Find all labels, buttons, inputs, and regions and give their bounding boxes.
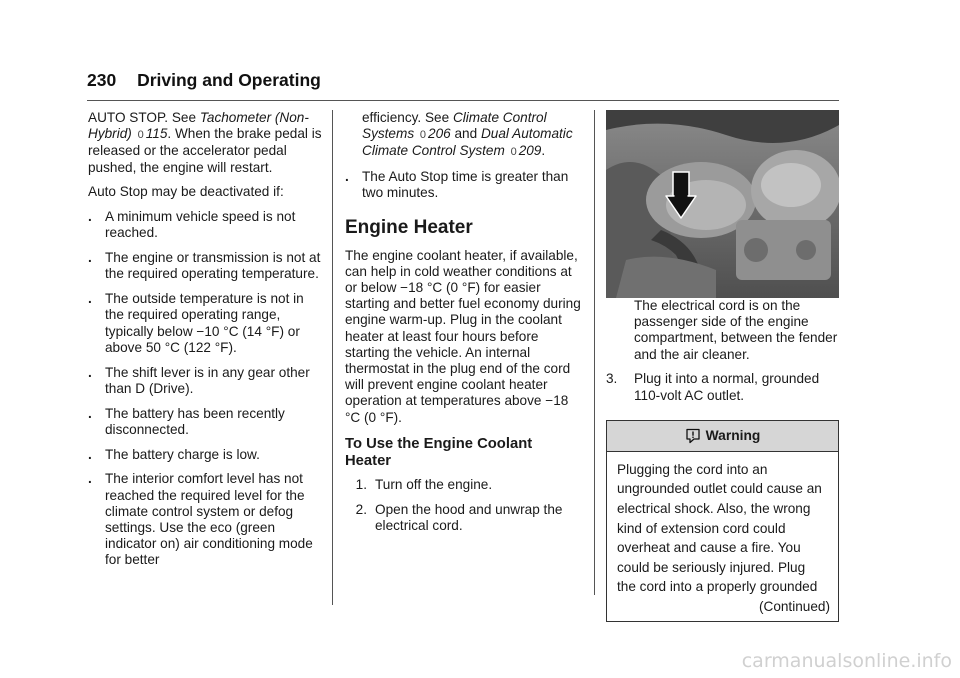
list-item: . The engine or transmission is not at the required operating temperature. (88, 250, 321, 282)
dual-climate-reference-link[interactable]: Dual Automatic Climate Control System (362, 126, 573, 159)
warning-line: Plugging the cord into an (617, 461, 768, 477)
list-item: . The shift lever is in any gear other than D (Drive). (88, 364, 310, 396)
step-number: 3. (606, 371, 618, 387)
page-number: 230 (87, 70, 117, 90)
bullet-symbol: . (345, 169, 349, 185)
page-link-206[interactable]: 206 (428, 126, 451, 142)
bullet-symbol: . (88, 364, 92, 380)
bullet-symbol: . (88, 209, 92, 225)
warning-line: kind of extension cord could (617, 520, 786, 536)
bullet-symbol: . (88, 405, 92, 421)
warning-line: electrical shock. Also, the wrong (617, 501, 811, 516)
section-heading: Engine Heater (345, 216, 473, 238)
page-header (87, 70, 321, 91)
list-item: . The battery charge is low. (88, 446, 260, 462)
step-item: 3. Plug it into a normal, grounded 110-volt AC outlet. (606, 371, 820, 403)
warning-line: ungrounded outlet could cause an (617, 481, 822, 497)
page-reference-icon: 0 (510, 146, 517, 159)
efficiency-continuation: efficiency. See Climate Control Systems 0 206 and Dual Automatic Climate Control System 0 209. (362, 110, 573, 159)
climate-control-reference-link[interactable]: Climate Control Systems (362, 110, 547, 142)
auto-stop-paragraph: AUTO STOP. See Tachometer (Non-Hybrid) 0 115. When the brake pedal is released or the accelerator pedal pushed, the engine will restart. (88, 110, 322, 175)
list-item: . The battery has been recently disconnected. (88, 405, 285, 437)
engine-heater-paragraph: The engine coolant heater, if available, can help in cold weather conditions at or below −18 °C (0 °F) for easier starting and better fuel economy during engine warm-up. Plug in the coolant heater at least four hours before starting the vehicle. An internal thermostat in the plug end of the cord will prevent engine coolant heater operation at temperatures above −18 °C (0 °F). (345, 247, 581, 425)
engine-compartment-photo (606, 110, 839, 298)
column-1 (88, 110, 324, 577)
page-link-209[interactable]: 209 (518, 143, 542, 159)
bullet-symbol: . (88, 471, 92, 487)
bullet-symbol: . (88, 446, 92, 462)
step-item: 2. Open the hood and unwrap the electrical cord. (345, 502, 582, 534)
bullet-symbol: . (88, 291, 92, 307)
warning-header (607, 421, 838, 452)
column-2 (345, 110, 582, 543)
step-number: 2. (355, 501, 367, 517)
warning-line: the cord into a properly grounded (617, 579, 818, 595)
list-item: . A minimum vehicle speed is not reached. (88, 209, 296, 241)
column-divider (332, 110, 333, 605)
page-reference-icon: 0 (137, 129, 144, 142)
column-3 (606, 110, 839, 622)
subsection-heading: To Use the Engine Coolant Heater (345, 435, 533, 469)
step-item: 1. Turn off the engine. (345, 477, 582, 493)
engine-illustration (606, 110, 839, 298)
deactivation-intro: Auto Stop may be deactivated if: (88, 184, 284, 200)
watermark: carmanualsonline.info (741, 650, 952, 672)
section-title: Driving and Operating (137, 70, 321, 90)
bullet-symbol: . (88, 250, 92, 266)
page-link-115[interactable]: 115 (145, 126, 168, 142)
page-reference-icon: 0 (419, 129, 427, 142)
warning-box (606, 420, 839, 622)
list-item: . The Auto Stop time is greater than two minutes. (345, 169, 569, 201)
warning-title: Warning (705, 427, 761, 443)
warning-line: could be seriously injured. Plug (617, 559, 806, 575)
tachometer-reference-link[interactable]: Tachometer (Non-Hybrid) (88, 110, 309, 142)
list-item: . The outside temperature is not in the required operating range, typically below −10 °C (14 °F) or above 50 °C (122 °F). (88, 291, 304, 355)
figure-caption: The electrical cord is on the passenger side of the engine compartment, between the fender and the air cleaner. (634, 298, 838, 362)
step-number: 1. (355, 476, 367, 492)
column-divider (594, 110, 595, 595)
list-item: . The interior comfort level has not reached the required level for the climate control system or defog settings. Use the eco (green indicator on) air conditioning mode for better (88, 471, 313, 568)
warning-body (607, 452, 838, 621)
header-rule (87, 100, 839, 101)
warning-icon (685, 428, 701, 444)
continued-label: (Continued) (758, 598, 830, 614)
warning-line: overheat and cause a fire. You (617, 540, 801, 556)
